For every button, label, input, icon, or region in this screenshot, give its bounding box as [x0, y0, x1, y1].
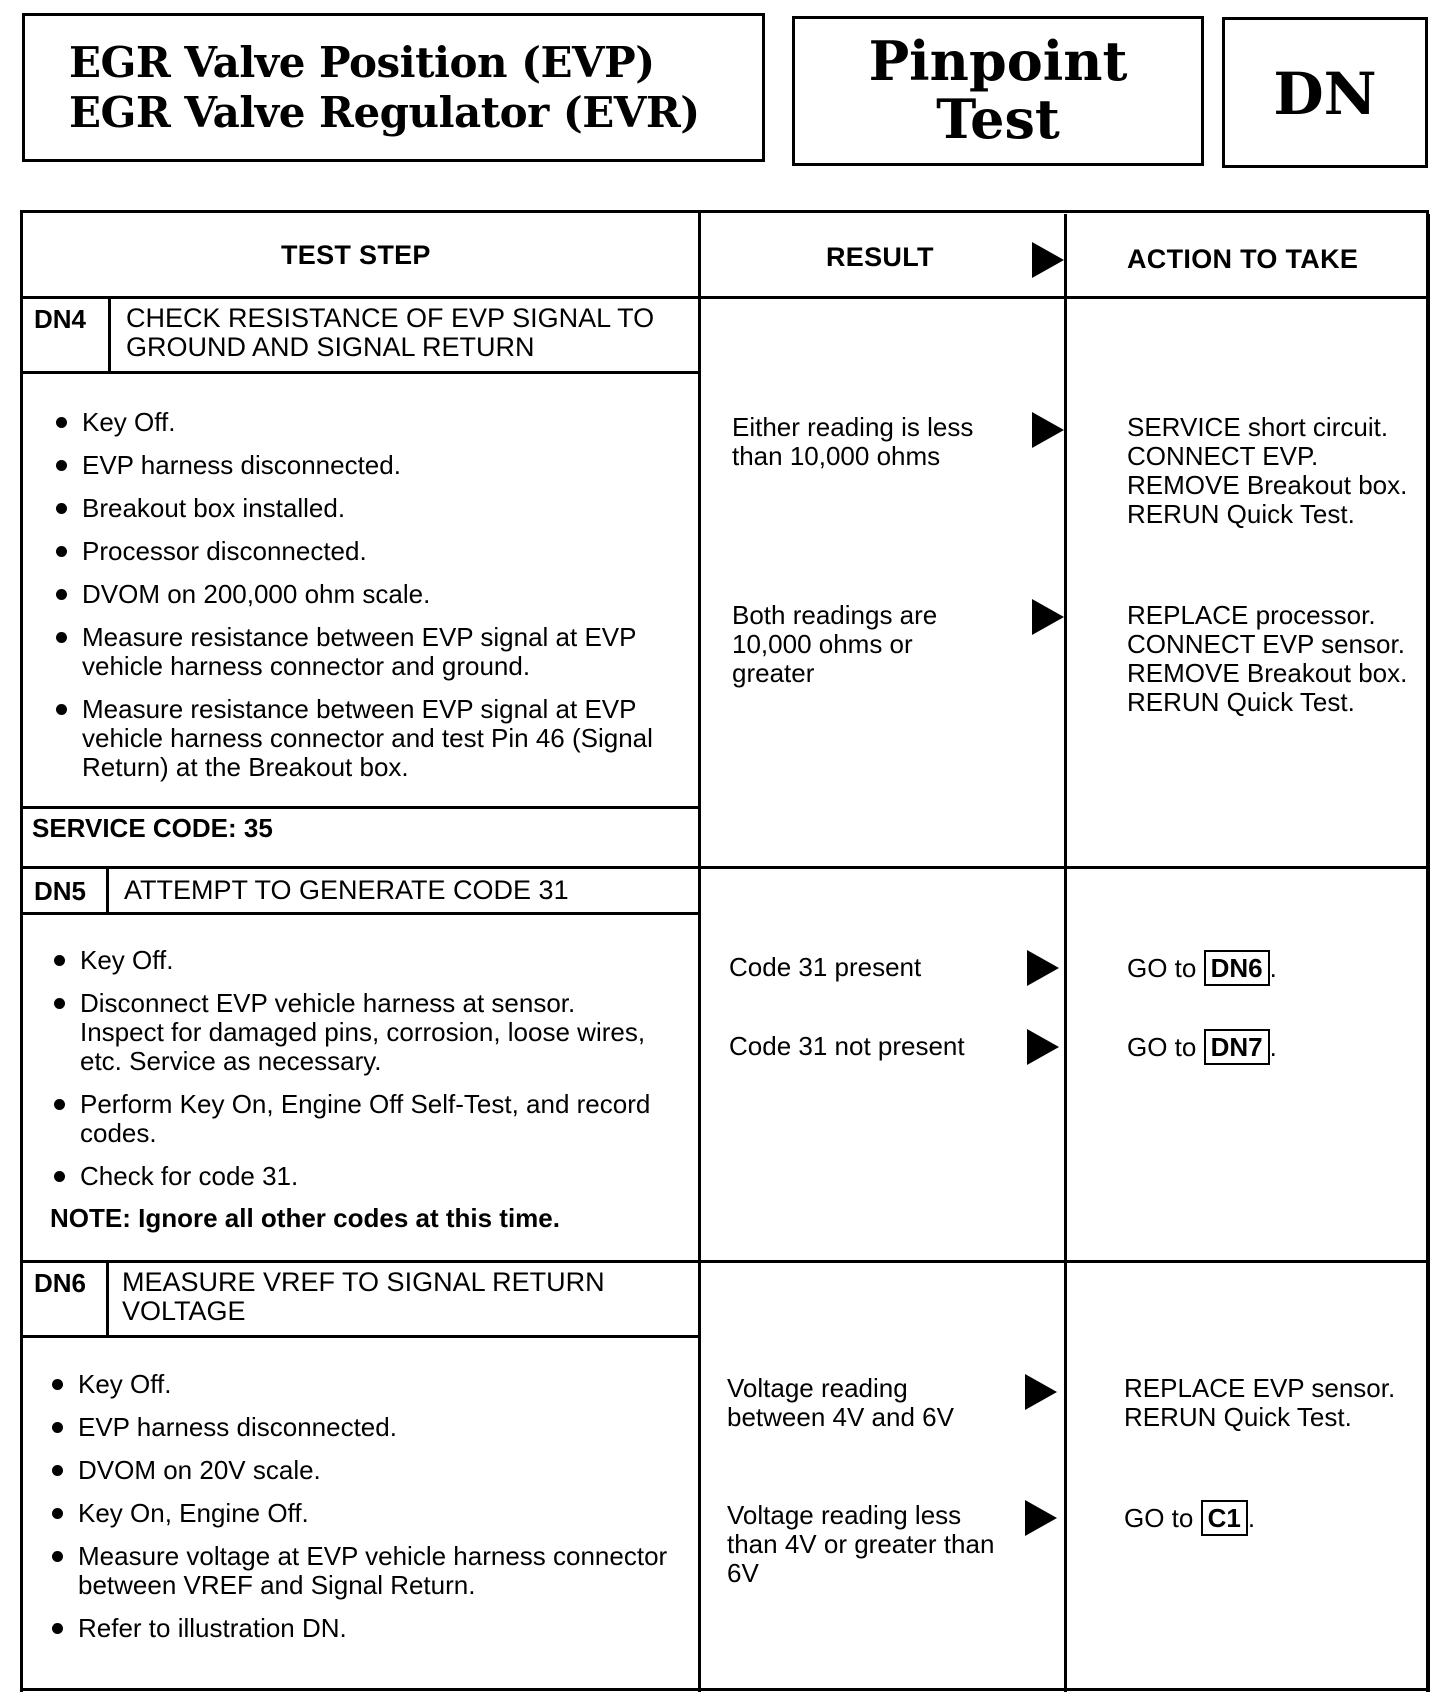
step-bullets — [50, 946, 660, 1205]
bullet-item: Measure resistance between EVP signal at EVP vehicle harness connector and test Pin 46 (Signal Return) at the Breakout box. — [52, 695, 692, 782]
bullet-item: Disconnect EVP vehicle harness at sensor. Inspect for damaged pins, corrosion, loose wires, etc. Service as necessary. — [50, 989, 660, 1076]
result-arrow-icon — [1025, 1374, 1057, 1410]
bullet-item: Measure resistance between EVP signal at EVP vehicle harness connector and ground. — [52, 623, 692, 681]
step-dn4 — [20, 298, 700, 868]
title-line-1: EGR Valve Position (EVP) — [69, 38, 655, 87]
bullet-item: DVOM on 200,000 ohm scale. — [52, 580, 692, 609]
bullet-icon — [52, 1422, 63, 1433]
pinpoint-label: Pinpoint — [868, 29, 1128, 93]
step-id: DN5 — [34, 876, 87, 906]
result-arrow-icon — [1032, 412, 1064, 448]
step-title: CHECK RESISTANCE OF EVP SIGNAL TO GROUND AND SIGNAL RETURN — [126, 303, 655, 362]
bullet-icon — [56, 589, 67, 600]
result-text: Code 31 not present — [729, 1031, 965, 1061]
step-title-divider — [20, 1335, 700, 1338]
step-bullets — [52, 408, 692, 796]
service-code: SERVICE CODE: 35 — [32, 813, 273, 843]
step-title-divider — [20, 371, 700, 374]
bullet-icon — [56, 503, 67, 514]
column-header-test-step: TEST STEP — [281, 240, 431, 270]
column-header-action: ACTION TO TAKE — [1127, 244, 1359, 274]
title-line-2: EGR Valve Regulator (EVR) — [69, 88, 700, 137]
test-label: Test — [936, 87, 1060, 151]
column-header-result: RESULT — [826, 242, 934, 272]
action-text — [1124, 1500, 1255, 1536]
action-text — [1127, 1029, 1277, 1065]
action-text: REPLACE EVP sensor. RERUN Quick Test. — [1124, 1373, 1396, 1432]
bullet-item: Breakout box installed. — [52, 494, 692, 523]
bullet-icon — [54, 1171, 65, 1182]
action-text — [1127, 950, 1277, 986]
bullet-icon — [52, 1551, 63, 1562]
bullet-icon — [52, 1379, 63, 1390]
step-note: NOTE: Ignore all other codes at this time. — [50, 1203, 560, 1233]
bullet-icon — [54, 955, 65, 966]
service-code-divider — [20, 806, 700, 809]
bullet-item: EVP harness disconnected. — [48, 1413, 668, 1442]
result-arrow-icon — [1027, 950, 1059, 986]
step-title: ATTEMPT TO GENERATE CODE 31 — [124, 875, 569, 905]
column-divider-action — [1064, 214, 1067, 1692]
bullet-icon — [56, 632, 67, 643]
action-text: REPLACE processor. CONNECT EVP sensor. REMOVE Breakout box. RERUN Quick Test. — [1127, 600, 1408, 717]
bullet-item: Key Off. — [50, 946, 660, 975]
bullet-item: Check for code 31. — [50, 1162, 660, 1191]
action-suffix: . — [1269, 953, 1277, 983]
action-suffix: . — [1247, 1503, 1256, 1533]
bullet-item: DVOM on 20V scale. — [48, 1456, 668, 1485]
action-suffix: . — [1269, 1032, 1277, 1062]
bullet-icon — [56, 546, 67, 557]
step-dn6 — [20, 1262, 700, 1692]
action-prefix: GO to — [1124, 1503, 1194, 1533]
result-text: Code 31 present — [729, 952, 922, 982]
go-to-c1-link[interactable]: C1 — [1201, 1500, 1248, 1536]
step-id-divider — [108, 298, 111, 373]
section-code: DN — [1273, 60, 1377, 128]
action-prefix: GO to — [1127, 1032, 1197, 1062]
step-id: DN6 — [34, 1268, 87, 1298]
bullet-item: Measure voltage at EVP vehicle harness connector between VREF and Signal Return. — [48, 1542, 668, 1600]
bullet-item: Refer to illustration DN. — [48, 1614, 668, 1643]
pinpoint-test-box — [792, 16, 1204, 166]
action-text: SERVICE short circuit. CONNECT EVP. REMOVE Breakout box. RERUN Quick Test. — [1127, 412, 1408, 529]
result-arrow-icon — [1025, 1500, 1057, 1536]
bullet-item: Key Off. — [52, 408, 692, 437]
table-right-border — [1426, 214, 1430, 1692]
step-dn5 — [20, 868, 700, 1262]
result-text: Voltage reading between 4V and 6V — [727, 1373, 954, 1432]
go-to-dn7-link[interactable]: DN7 — [1204, 1029, 1270, 1065]
bullet-icon — [52, 1623, 63, 1634]
step-title: MEASURE VREF TO SIGNAL RETURN VOLTAGE — [122, 1267, 605, 1326]
bullet-icon — [56, 417, 67, 428]
result-arrow-icon — [1032, 242, 1064, 278]
bullet-item: Processor disconnected. — [52, 537, 692, 566]
bullet-icon — [54, 1099, 65, 1110]
result-arrow-icon — [1027, 1029, 1059, 1065]
go-to-dn6-link[interactable]: DN6 — [1204, 950, 1270, 986]
bullet-item: Key Off. — [48, 1370, 668, 1399]
bullet-item: EVP harness disconnected. — [52, 451, 692, 480]
bullet-item: Key On, Engine Off. — [48, 1499, 668, 1528]
step-id-divider — [106, 868, 109, 914]
table-bottom-border — [20, 1688, 1429, 1691]
bullet-icon — [52, 1508, 63, 1519]
step-bullets — [48, 1370, 668, 1657]
step-id: DN4 — [34, 304, 87, 334]
title-box — [22, 13, 765, 162]
bullet-icon — [52, 1465, 63, 1476]
step-title-divider — [20, 912, 700, 915]
step-id-divider — [106, 1262, 109, 1338]
bullet-icon — [54, 998, 65, 1009]
result-text: Voltage reading less than 4V or greater than 6V — [727, 1500, 995, 1588]
bullet-icon — [56, 460, 67, 471]
result-text: Either reading is less than 10,000 ohms — [732, 412, 974, 471]
result-arrow-icon — [1032, 599, 1064, 635]
bullet-item: Perform Key On, Engine Off Self-Test, and record codes. — [50, 1090, 660, 1148]
section-code-box — [1222, 17, 1428, 168]
result-text: Both readings are 10,000 ohms or greater — [732, 600, 938, 688]
bullet-icon — [56, 704, 67, 715]
action-prefix: GO to — [1127, 953, 1197, 983]
